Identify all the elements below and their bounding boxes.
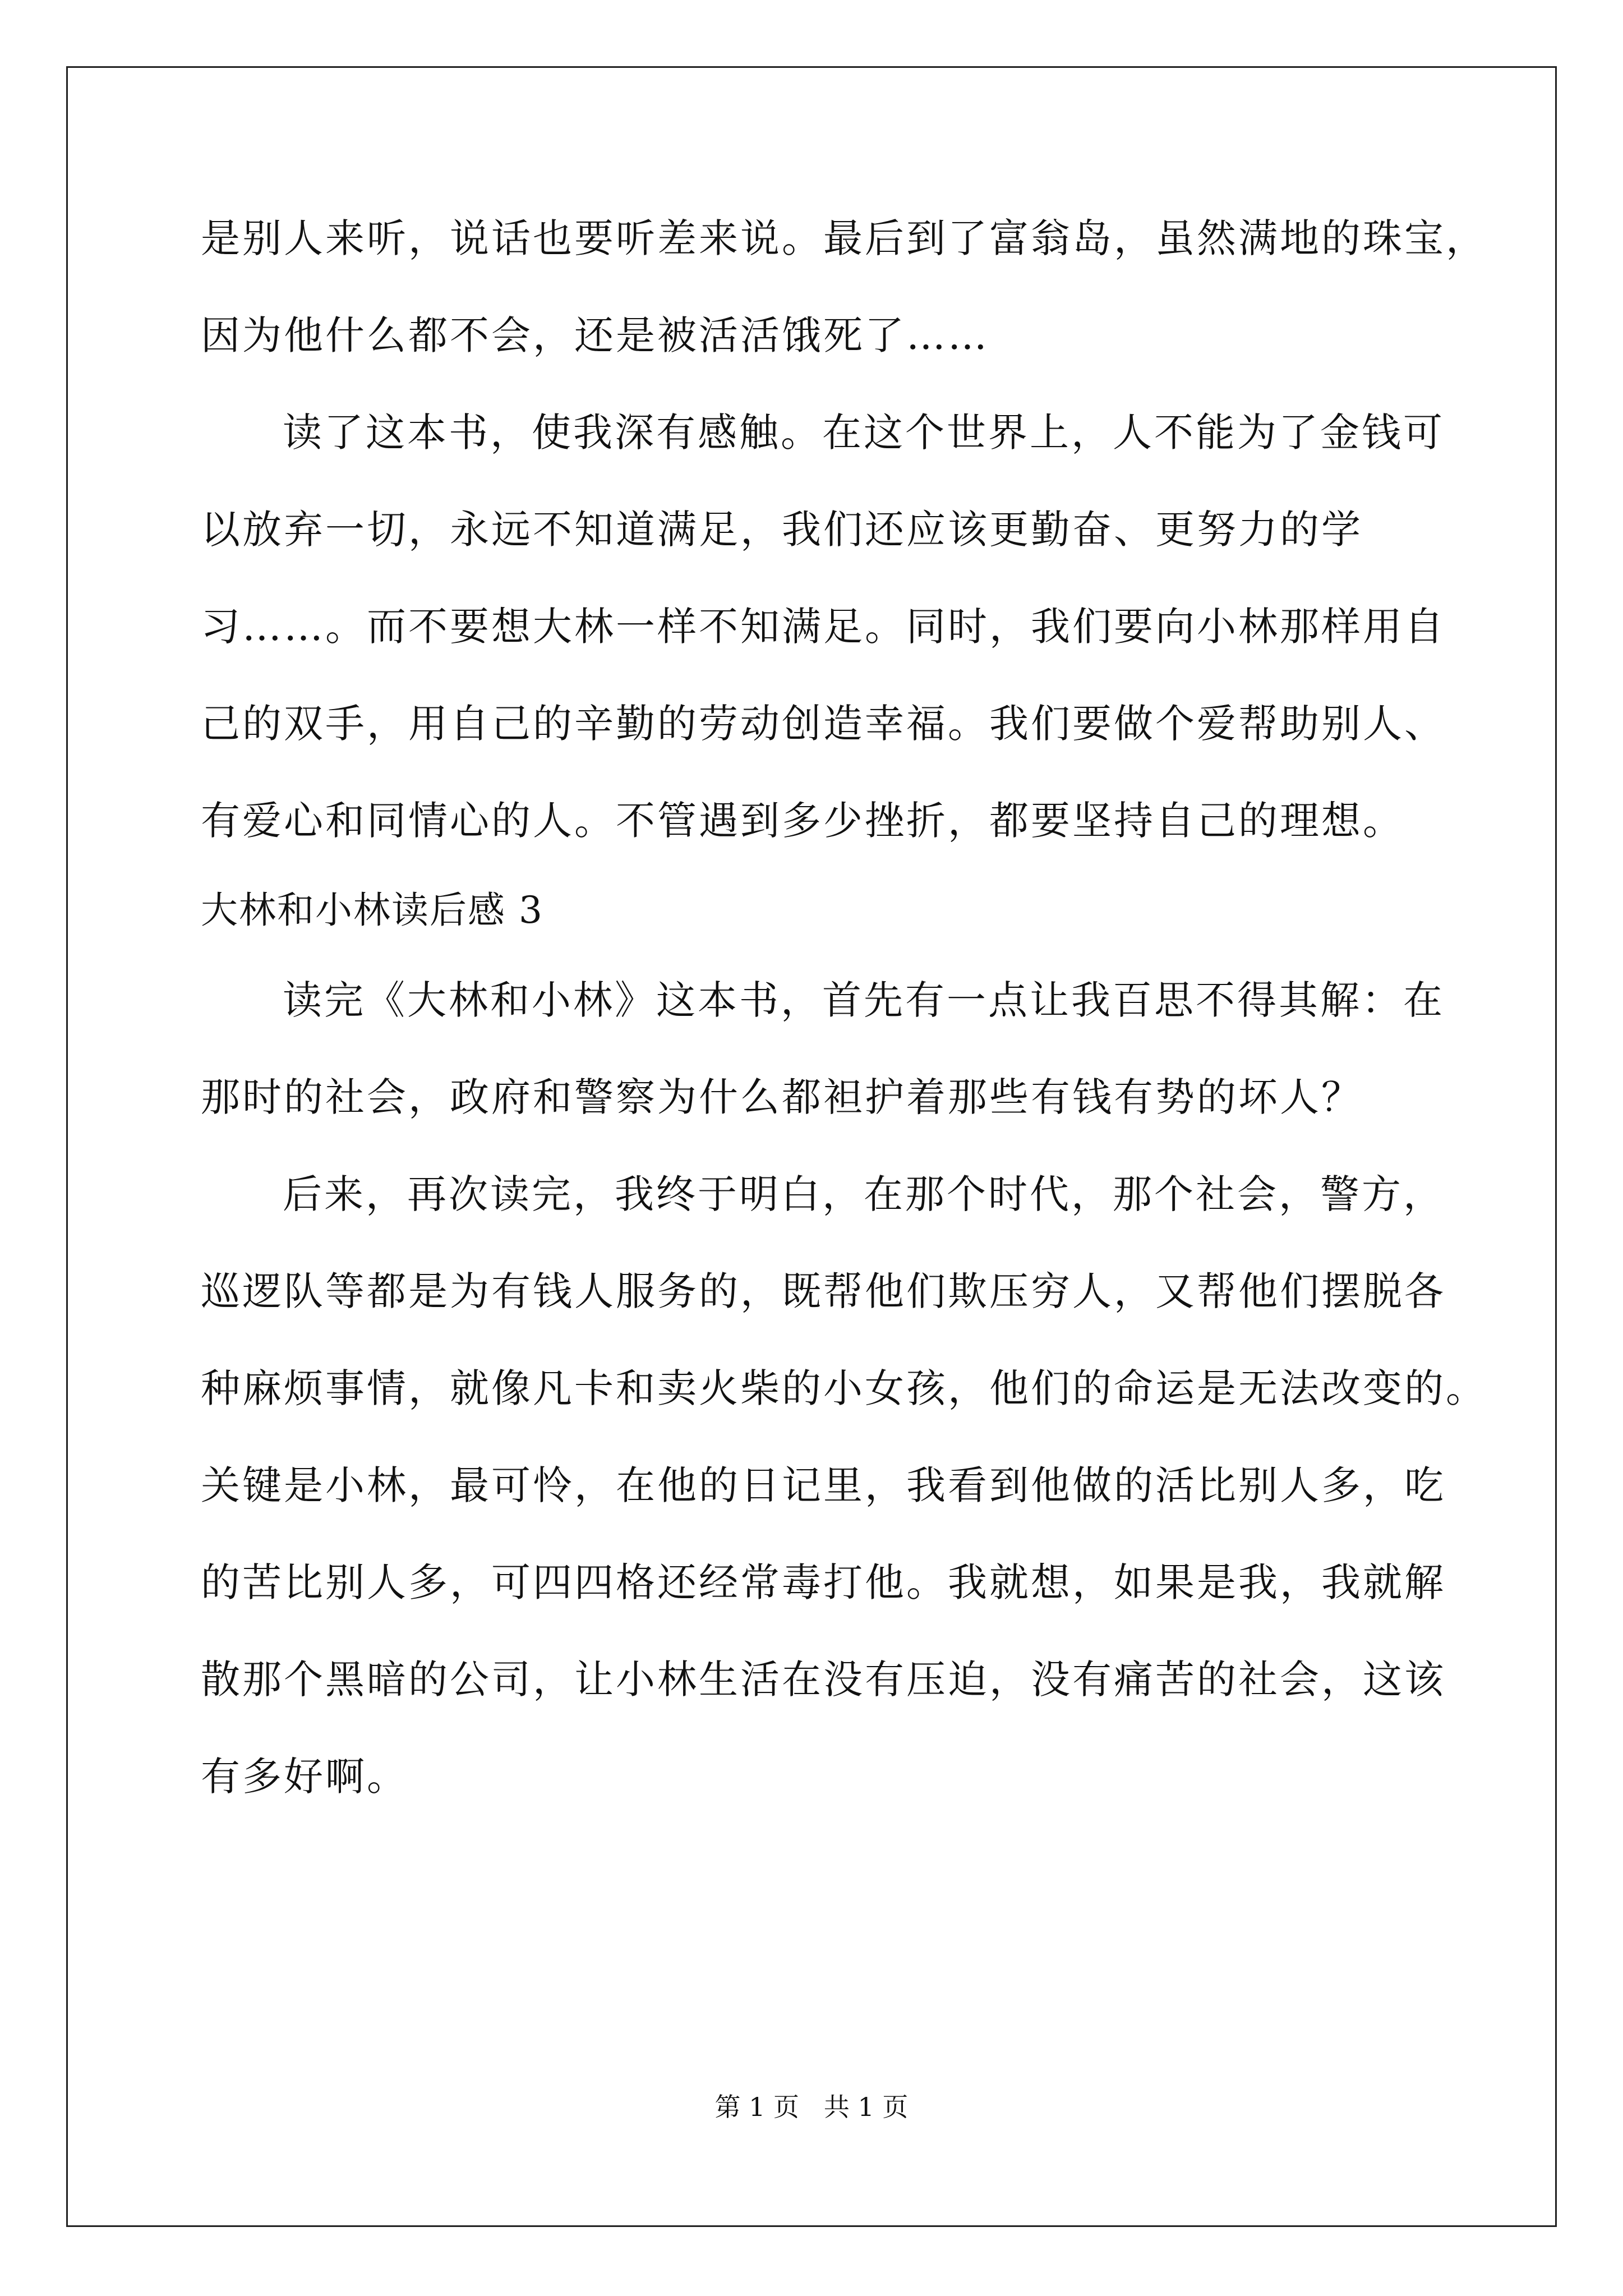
text-line: 巡逻队等都是为有钱人服务的，既帮他们欺压穷人，又帮他们摆脱各 [201, 1268, 1446, 1314]
text-line: 关键是小林，最可怜，在他的日记里，我看到他做的活比别人多，吃 [201, 1462, 1446, 1508]
text-line: 的苦比别人多，可四四格还经常毒打他。我就想，如果是我，我就解 [201, 1559, 1446, 1605]
text-line: 有爱心和同情心的人。不管遇到多少挫折，都要坚持自己的理想。 [201, 798, 1404, 844]
text-line: 有多好啊。 [201, 1754, 408, 1800]
text-line: 习……。而不要想大林一样不知满足。同时，我们要向小林那样用自 [201, 604, 1446, 650]
text-line: 以放弃一切，永远不知道满足，我们还应该更勤奋、更努力的学 [201, 507, 1363, 553]
text-line: 那时的社会，政府和警察为什么都袒护着那些有钱有势的坏人？ [201, 1074, 1363, 1120]
paragraph-first-line: 读了这本书，使我深有感触。在这个世界上，人不能为了金钱可 [283, 409, 1445, 455]
text-line: 种麻烦事情，就像凡卡和卖火柴的小女孩，他们的命运是无法改变的。 [201, 1365, 1487, 1411]
text-line: 因为他什么都不会，还是被活活饿死了…… [201, 312, 989, 358]
text-line: 散那个黑暗的公司，让小林生活在没有压迫，没有痛苦的社会，这该 [201, 1657, 1446, 1703]
page-border [66, 66, 1557, 2227]
paragraph-first-line: 读完《大林和小林》这本书，首先有一点让我百思不得其解：在 [283, 977, 1445, 1023]
text-line: 己的双手，用自己的辛勤的劳动创造幸福。我们要做个爱帮助别人、 [201, 701, 1446, 747]
page-number-footer: 第 1 页 共 1 页 [714, 2092, 909, 2122]
paragraph-first-line: 后来，再次读完，我终于明白，在那个时代，那个社会，警方， [283, 1171, 1445, 1217]
text-line: 是别人来听，说话也要听差来说。最后到了富翁岛，虽然满地的珠宝， [201, 215, 1487, 261]
section-heading: 大林和小林读后感 3 [201, 889, 543, 932]
